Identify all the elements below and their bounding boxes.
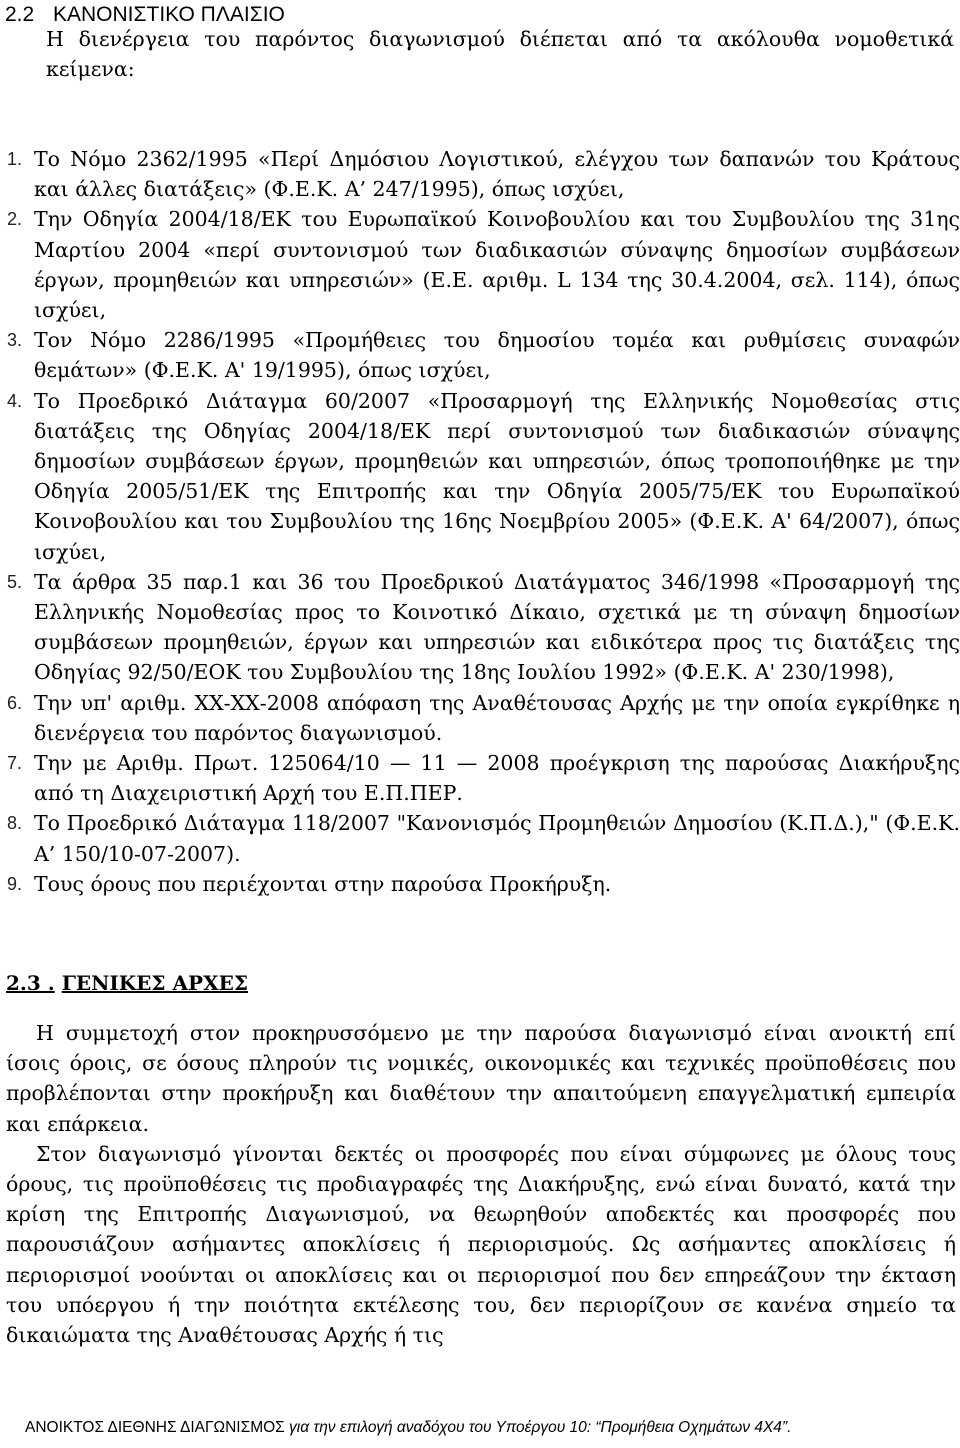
section-title: ΚΑΝΟΝΙΣΤΙΚΟ ΠΛΑΙΣΙΟ (53, 3, 285, 26)
list-item (0, 144, 960, 204)
legislation-list (0, 144, 960, 899)
body-paragraph: Στον διαγωνισμό γίνονται δεκτές οι προσφορές που είναι σύμφωνες με όλους τους όρους, τις προϋποθέσεις τις προδιαγραφές της Διακήρυξης, ενώ είναι δυνατό, κατά την κρίση της Επιτροπής Διαγωνισμού, να θεωρηθούν αποδεκτές και προσφορές που παρουσιάζουν ασήμαντες αποκλίσεις ή περιορισμούς. Ως ασήμαντες αποκλίσεις ή περιορισμοί νοούνται οι αποκλίσεις και οι περιορισμοί που δεν επηρεάζουν την έκταση του υπόεργου ή την ποιότητα εκτέλεσης του, δεν περιορίζουν σε κανένα σημείο τα δικαιώματα της Αναθέτουσας Αρχής ή τις (6, 1141, 956, 1348)
list-item-number: 7. (7, 753, 23, 774)
list-item (0, 325, 960, 385)
list-item (0, 204, 960, 325)
list-item-number: 1. (7, 149, 23, 169)
footer-text: για την επιλογή αναδόχου του Υποέργου 10: “Προμήθεια Οχημάτων 4Χ4”. (284, 1419, 792, 1436)
list-item-number: 9. (7, 873, 23, 894)
page-footer (25, 1418, 950, 1438)
section-title: ΓΕΝΙΚΕΣ ΑΡΧΕΣ (61, 971, 248, 995)
list-item-text: Τα άρθρα 35 παρ.1 και 36 του Προεδρικού Διατάγματος 346/1998 «Προσαρμογή της Ελληνικής Νομοθεσίας προς το Κοινοτικό Δίκαιο, σχετικά με τη σύναψη δημοσίων συμβάσεων προμηθειών, έργων και υπηρεσιών και ειδικότερα προς τις διατάξεις της Οδηγίας 92/50/ΕΟΚ του Συμβουλίου της 18ης Ιουλίου 1992» (Φ.Ε.Κ. Α' 230/1998), (34, 569, 960, 685)
list-item (0, 869, 960, 899)
list-item-text: Την με Αριθμ. Πρωτ. 125064/10 — 11 — 2008 προέγκριση της παρούσας Διακήρυξης από τη Διαχειριστική Αρχή του Ε.Π.ΠΕΡ. (34, 751, 960, 806)
section-heading-2-3 (6, 968, 248, 998)
list-item (0, 748, 960, 808)
list-item-text: Το Προεδρικό Διάταγμα 60/2007 «Προσαρμογή της Ελληνικής Νομοθεσίας στις διατάξεις της Οδηγίας 2004/18/ΕΚ περί συντονισμού των διαδικασιών σύναψης δημοσίων συμβάσεων έργων, προμηθειών και υπηρεσιών, όπως τροποποιήθηκε με την Οδηγία 2005/51/ΕΚ της Επιτροπής και την Οδηγία 2005/75/ΕΚ του Ευρωπαϊκού Κοινοβουλίου και του Συμβουλίου της 16ης Νοεμβρίου 2005» (Φ.Ε.Κ. Α' 64/2007), όπως ισχύει, (34, 388, 960, 564)
list-item (0, 567, 960, 688)
list-item (0, 688, 960, 748)
list-item (0, 808, 960, 868)
body-paragraph: Η συμμετοχή στον προκηρυσσόμενο με την παρούσα διαγωνισμό είναι ανοικτή επί ίσοις όροις, σε όσους πληρούν τις νομικές, οικονομικές και τεχνικές προϋποθέσεις που προβλέπονται στην προκήρυξη και διαθέτουν την απαιτούμενη επαγγελματική εμπειρία και επάρκεια. (6, 1021, 956, 1136)
list-item-text: Το Προεδρικό Διάταγμα 118/2007 "Κανονισμός Προμηθειών Δημοσίου (Κ.Π.Δ.)," (Φ.Ε.Κ. Α’ 150/10-07-2007). (34, 811, 960, 866)
list-item-text: Την Οδηγία 2004/18/ΕΚ του Ευρωπαϊκού Κοινοβουλίου και του Συμβουλίου της 31ης Μαρτίου 2004 «περί συντονισμού των διαδικασιών σύναψης δημοσίων συμβάσεων έργων, προμηθειών και υπηρεσιών» (Ε.Ε. αριθμ. L 134 της 30.4.2004, σελ. 114), όπως ισχύει, (34, 207, 960, 323)
section-body-2-3 (6, 1018, 956, 1350)
footer-lead: ΑΝΟΙΚΤΟΣ ΔΙΕΘΝΗΣ ΔΙΑΓΩΝΙΣΜΟΣ (25, 1419, 285, 1436)
list-item-text: Την υπ' αριθμ. ΧΧ-ΧΧ-2008 απόφαση της Αναθέτουσας Αρχής με την οποία εγκρίθηκε η διενέργεια του παρόντος διαγωνισμού. (34, 690, 960, 745)
list-item-number: 3. (7, 330, 23, 351)
list-item-text: Τους όρους που περιέχονται στην παρούσα Προκήρυξη. (34, 871, 612, 896)
list-item-text: Τον Νόμο 2286/1995 «Προμήθειες του δημοσίου τομέα και ρυθμίσεις συναφών θεμάτων» (Φ.Ε.Κ. Α' 19/1995), όπως ισχύει, (34, 328, 960, 383)
list-item (0, 386, 960, 567)
list-item-number: 4. (7, 390, 23, 411)
section-number: 2.2 (5, 3, 35, 26)
list-item-text: Το Νόμο 2362/1995 «Περί Δημόσιου Λογιστικού, ελέγχου των δαπανών του Κράτους και άλλες διατάξεις» (Φ.Ε.Κ. Α’ 247/1995), όπως ισχύει, (34, 147, 960, 202)
list-item-number: 6. (7, 692, 23, 713)
list-item-number: 8. (7, 813, 23, 834)
list-item-number: 2. (7, 209, 23, 230)
list-item-number: 5. (7, 571, 23, 592)
section-number: 2.3 . (6, 971, 55, 995)
intro-paragraph: Η διενέργεια του παρόντος διαγωνισμού διέπεται από τα ακόλουθα νομοθετικά κείμενα: (46, 27, 954, 82)
